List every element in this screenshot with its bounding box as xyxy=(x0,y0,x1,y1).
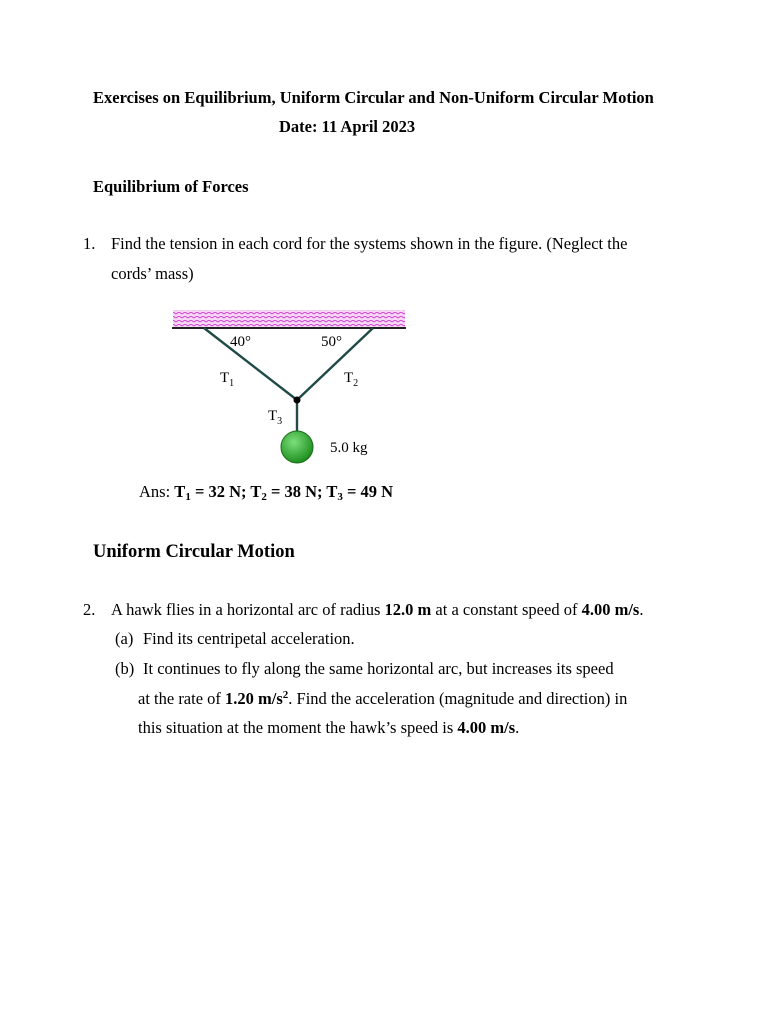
question-2-number: 2. xyxy=(83,600,96,619)
mass-label: 5.0 kg xyxy=(330,440,368,456)
question-1-line-2: cords’ mass) xyxy=(111,264,194,283)
question-2-line-1: A hawk flies in a horizontal arc of radius 12.0 m at a constant speed of 4.00 m/s. xyxy=(111,600,644,619)
t1-label: $T_1$ xyxy=(220,370,235,389)
part-b-line-2: at the rate of 1.20 $m/s^2$. Find the acceleration (magnitude and direction) in xyxy=(138,689,628,708)
t2-label: $T_2$ xyxy=(344,370,359,389)
part-b-line-1: It continues to fly along the same horizontal arc, but increases its speed xyxy=(143,659,614,678)
date-line: Date: 11 April 2023 xyxy=(279,117,416,136)
page-title: Exercises on Equilibrium, Uniform Circular and Non-Uniform Circular Motion xyxy=(93,88,654,107)
question-1-line-1: Find the tension in each cord for the systems shown in the figure. (Neglect the xyxy=(111,234,628,253)
answer-line: Ans: $T_1 = 32$ N; $T_2 = 38$ N; $T_3 = 49$ N xyxy=(139,482,394,503)
angle-left-label: 40° xyxy=(230,334,251,350)
question-1-number: 1. xyxy=(83,234,96,253)
part-a-text: Find its centripetal acceleration. xyxy=(143,629,355,648)
ceiling-hatch xyxy=(173,310,405,328)
tension-figure xyxy=(170,300,470,480)
part-b-line-3: this situation at the moment the hawk’s speed is 4.00 m/s. xyxy=(138,718,520,737)
knot xyxy=(294,397,301,404)
part-a-label: (a) xyxy=(115,629,134,648)
part-b-label: (b) xyxy=(115,659,135,678)
angle-right-label: 50° xyxy=(321,334,342,350)
hanging-mass xyxy=(281,431,313,463)
section-heading-equilibrium: Equilibrium of Forces xyxy=(93,177,249,196)
t3-label: $T_3$ xyxy=(268,408,283,427)
section-heading-circular: Uniform Circular Motion xyxy=(93,542,295,562)
